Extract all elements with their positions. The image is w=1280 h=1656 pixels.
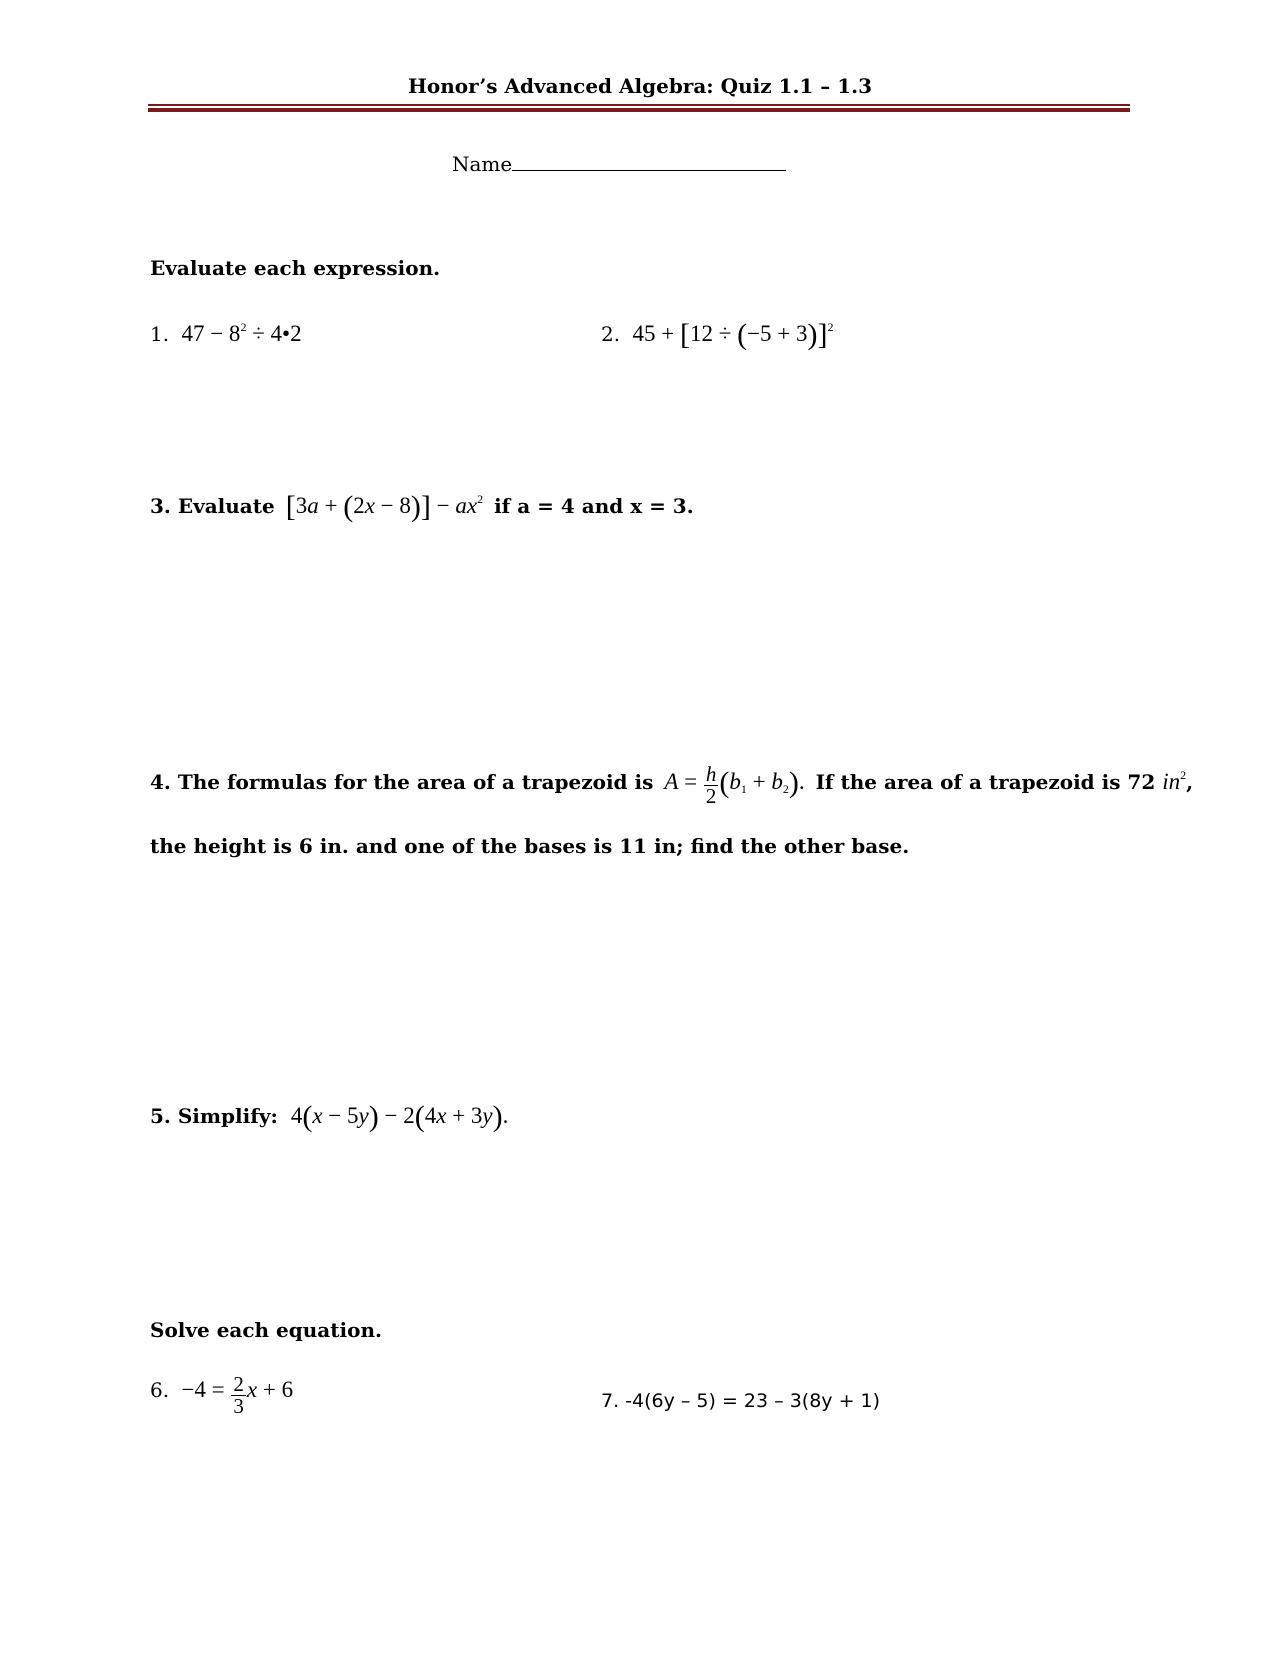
problem-5 bbox=[150, 1100, 508, 1134]
problem-4-middle: If the area of a trapezoid is 72 bbox=[815, 770, 1156, 794]
problem-4-unit: $in^2$ bbox=[1162, 768, 1187, 794]
problem-6-number: 6. bbox=[150, 1378, 170, 1402]
name-label: Name bbox=[452, 152, 513, 176]
problem-6-equation: −4 = $\frac{2}{3}$ x + 6 bbox=[181, 1372, 294, 1418]
problem-4-lead: 4. The formulas for the area of a trapezoid is bbox=[150, 770, 654, 794]
problem-3 bbox=[150, 490, 694, 524]
section-evaluate-heading: Evaluate each expression. bbox=[150, 256, 441, 280]
problem-4-line-1 bbox=[150, 764, 1193, 807]
problem-1 bbox=[150, 320, 302, 347]
problem-3-tail: if a = 4 and x = 3. bbox=[494, 494, 694, 518]
header-rule-thin bbox=[148, 104, 1130, 106]
name-underline[interactable] bbox=[512, 152, 786, 171]
name-field[interactable] bbox=[452, 152, 786, 176]
header-rule-thick bbox=[148, 108, 1130, 112]
problem-3-lead: 3. Evaluate bbox=[150, 494, 275, 518]
problem-2-number: 2. bbox=[601, 322, 621, 346]
trapezoid-area-formula: A = $\frac{h}{2}$ $(b_1 + b_2)$. bbox=[664, 762, 805, 808]
section-solve-heading: Solve each equation. bbox=[150, 1318, 382, 1342]
problem-1-expression: $47 - 8^2$ ÷ 4•2 bbox=[181, 320, 302, 346]
problem-3-expression: $[3a + (2x - 8)] - ax^2$ bbox=[285, 490, 484, 523]
quiz-title: Honor’s Advanced Algebra: Quiz 1.1 – 1.3 bbox=[407, 74, 873, 98]
problem-5-expression: 4(x − 5y) − 2(4x + 3y). bbox=[290, 1100, 509, 1133]
problem-1-number: 1. bbox=[150, 322, 170, 346]
problem-2 bbox=[601, 318, 834, 352]
problem-5-lead: 5. Simplify: bbox=[150, 1104, 278, 1128]
problem-6 bbox=[150, 1374, 293, 1417]
problem-4-comma: , bbox=[1186, 770, 1194, 794]
problem-2-expression: $45 + [12 \div (-5 + 3)]^2$ bbox=[632, 318, 834, 351]
problem-4-line-2: the height is 6 in. and one of the bases is 11 in; find the other base. bbox=[150, 834, 910, 858]
problem-7: 7. -4(6y – 5) = 23 – 3(8y + 1) bbox=[601, 1390, 881, 1412]
